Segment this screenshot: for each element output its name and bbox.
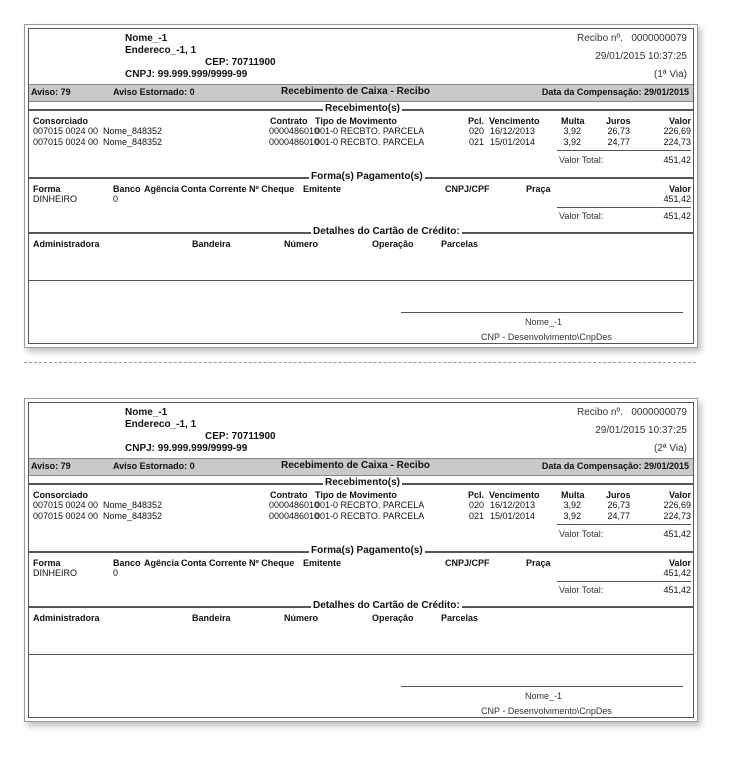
- header-contrato: Contrato: [270, 490, 308, 500]
- title-band: [29, 84, 693, 102]
- pag-valor: 451,42: [663, 568, 691, 578]
- header-cheque: Nº Cheque: [249, 558, 295, 568]
- section-divider: [29, 280, 693, 281]
- row-juros: 24,77: [607, 137, 630, 147]
- header-forma: Forma: [33, 184, 61, 194]
- header-valor: Valor: [668, 558, 691, 568]
- header-valor: Valor: [668, 490, 691, 500]
- header-banco: Banco: [113, 558, 141, 568]
- row-multa: 3,92: [563, 137, 581, 147]
- header-consorciado: Consorciado: [33, 490, 89, 500]
- receipt-frame: [28, 402, 694, 718]
- client-cnpj: CNPJ: 99.999.999/9999-99: [125, 443, 248, 454]
- row-valor: 224,73: [663, 137, 691, 147]
- valor-total: 451,42: [663, 529, 691, 539]
- header-tipo: Tipo de Movimento: [315, 116, 397, 126]
- valor-total-label: Valor Total:: [559, 155, 604, 165]
- row-multa: 3,92: [563, 126, 581, 136]
- receipt-title: Recebimento de Caixa - Recibo: [281, 460, 430, 471]
- recibo-number: 0000000079: [631, 33, 687, 44]
- row-consorciado: 007015 0024 00: [33, 137, 99, 147]
- header-vencimento: Vencimento: [489, 116, 540, 126]
- row-pcl: 020: [469, 500, 485, 510]
- aviso-estornado: Aviso Estornado: 0: [113, 461, 195, 471]
- header-praca: Praça: [526, 558, 551, 568]
- row-contrato: 0000486010: [269, 126, 320, 136]
- header-emitente: Emitente: [303, 558, 342, 568]
- row-multa: 3,92: [563, 500, 581, 510]
- header-agencia: Agência: [144, 184, 180, 194]
- row-tipo: 001-0 RECBTO. PARCELA: [315, 500, 425, 510]
- header-pcl: Pcl.: [468, 490, 485, 500]
- row-vencimento: 16/12/2013: [490, 126, 536, 136]
- pagamentos-title: Forma(s) Pagamento(s): [311, 171, 423, 182]
- client-cnpj: CNPJ: 99.999.999/9999-99: [125, 69, 248, 80]
- receipt-datetime: 29/01/2015 10:37:25: [595, 425, 687, 436]
- header-operacao: Operação: [372, 613, 414, 623]
- header-tipo: Tipo de Movimento: [315, 490, 397, 500]
- title-band: [29, 458, 693, 476]
- recibo-label: Recibo nº.: [577, 407, 623, 418]
- pagamentos-title: Forma(s) Pagamento(s): [311, 545, 423, 556]
- header-conta: Conta Corrente: [181, 184, 247, 194]
- row-vencimento: 16/12/2013: [490, 500, 536, 510]
- client-name: Nome_-1: [125, 407, 168, 418]
- header-bandeira: Bandeira: [192, 613, 231, 623]
- client-cep: CEP: 70711900: [205, 431, 276, 442]
- recebimentos-title: Recebimento(s): [325, 477, 401, 488]
- pag-total-label: Valor Total:: [559, 585, 604, 595]
- header-pcl: Pcl.: [468, 116, 485, 126]
- header-juros: Juros: [606, 116, 631, 126]
- pag-total: 451,42: [663, 585, 691, 595]
- aviso: Aviso: 79: [31, 87, 71, 97]
- header-contrato: Contrato: [270, 116, 308, 126]
- row-juros: 24,77: [607, 511, 630, 521]
- receipt-frame: [28, 28, 694, 344]
- header-numero: Número: [284, 613, 319, 623]
- header-cnpj: CNPJ/CPF: [445, 184, 490, 194]
- row-contrato: 0000486010: [269, 137, 320, 147]
- row-nome: Nome_848352: [103, 137, 163, 147]
- recebimentos-title: Recebimento(s): [325, 103, 401, 114]
- aviso-estornado: Aviso Estornado: 0: [113, 87, 195, 97]
- header-parcelas: Parcelas: [441, 239, 479, 249]
- header-conta: Conta Corrente: [181, 558, 247, 568]
- row-valor: 224,73: [663, 511, 691, 521]
- header-emitente: Emitente: [303, 184, 342, 194]
- header-numero: Número: [284, 239, 319, 249]
- data-compensacao: Data da Compensação: 29/01/2015: [541, 87, 689, 97]
- row-nome: Nome_848352: [103, 126, 163, 136]
- valor-total-label: Valor Total:: [559, 529, 604, 539]
- pag-banco: 0: [113, 568, 119, 578]
- header-valor: Valor: [668, 184, 691, 194]
- total-rule: [557, 524, 691, 525]
- cartao-title: Detalhes do Cartão de Crédito:: [313, 226, 460, 237]
- pag-forma: DINHEIRO: [33, 194, 78, 204]
- header-cnpj: CNPJ/CPF: [445, 558, 490, 568]
- header-vencimento: Vencimento: [489, 490, 540, 500]
- pag-banco: 0: [113, 194, 119, 204]
- header-multa: Multa: [561, 490, 585, 500]
- total-rule: [557, 150, 691, 151]
- header-multa: Multa: [561, 116, 585, 126]
- row-pcl: 021: [469, 511, 485, 521]
- client-address: Endereco_-1, 1: [125, 419, 197, 430]
- client-name: Nome_-1: [125, 33, 168, 44]
- client-cep: CEP: 70711900: [205, 57, 276, 68]
- via-label: (1ª Via): [654, 69, 687, 80]
- row-juros: 26,73: [607, 500, 630, 510]
- header-administradora: Administradora: [33, 239, 100, 249]
- header-praca: Praça: [526, 184, 551, 194]
- row-nome: Nome_848352: [103, 500, 163, 510]
- row-vencimento: 15/01/2014: [490, 511, 536, 521]
- row-consorciado: 007015 0024 00: [33, 500, 99, 510]
- header-parcelas: Parcelas: [441, 613, 479, 623]
- total-rule: [557, 581, 691, 582]
- header-administradora: Administradora: [33, 613, 100, 623]
- row-tipo: 001-0 RECBTO. PARCELA: [315, 511, 425, 521]
- signature-system: CNP - Desenvolvimento\CnpDes: [481, 332, 612, 342]
- row-tipo: 001-0 RECBTO. PARCELA: [315, 126, 425, 136]
- signature-line: [401, 686, 683, 687]
- valor-total: 451,42: [663, 155, 691, 165]
- row-consorciado: 007015 0024 00: [33, 511, 99, 521]
- header-banco: Banco: [113, 184, 141, 194]
- row-contrato: 0000486010: [269, 511, 320, 521]
- row-juros: 26,73: [607, 126, 630, 136]
- pag-valor: 451,42: [663, 194, 691, 204]
- pag-total: 451,42: [663, 211, 691, 221]
- header-valor: Valor: [668, 116, 691, 126]
- row-consorciado: 007015 0024 00: [33, 126, 99, 136]
- receipt-second-copy: [24, 398, 698, 722]
- row-valor: 226,69: [663, 126, 691, 136]
- pag-forma: DINHEIRO: [33, 568, 78, 578]
- row-contrato: 0000486010: [269, 500, 320, 510]
- header-forma: Forma: [33, 558, 61, 568]
- aviso: Aviso: 79: [31, 461, 71, 471]
- row-valor: 226,69: [663, 500, 691, 510]
- header-cheque: Nº Cheque: [249, 184, 295, 194]
- cut-line: [24, 362, 696, 363]
- header-juros: Juros: [606, 490, 631, 500]
- via-label: (2ª Via): [654, 443, 687, 454]
- cartao-title: Detalhes do Cartão de Crédito:: [313, 600, 460, 611]
- header-consorciado: Consorciado: [33, 116, 89, 126]
- recibo-number: 0000000079: [631, 407, 687, 418]
- section-divider: [29, 654, 693, 655]
- row-pcl: 020: [469, 126, 485, 136]
- pag-total-label: Valor Total:: [559, 211, 604, 221]
- receipt-first-copy: [24, 24, 698, 348]
- row-tipo: 001-0 RECBTO. PARCELA: [315, 137, 425, 147]
- header-bandeira: Bandeira: [192, 239, 231, 249]
- data-compensacao: Data da Compensação: 29/01/2015: [541, 461, 689, 471]
- receipt-datetime: 29/01/2015 10:37:25: [595, 51, 687, 62]
- signature-line: [401, 312, 683, 313]
- row-nome: Nome_848352: [103, 511, 163, 521]
- receipt-title: Recebimento de Caixa - Recibo: [281, 86, 430, 97]
- total-rule: [557, 207, 691, 208]
- header-agencia: Agência: [144, 558, 180, 568]
- header-operacao: Operação: [372, 239, 414, 249]
- signature-name: Nome_-1: [525, 317, 563, 327]
- signature-system: CNP - Desenvolvimento\CnpDes: [481, 706, 612, 716]
- signature-name: Nome_-1: [525, 691, 563, 701]
- row-pcl: 021: [469, 137, 485, 147]
- row-multa: 3,92: [563, 511, 581, 521]
- client-address: Endereco_-1, 1: [125, 45, 197, 56]
- recibo-label: Recibo nº.: [577, 33, 623, 44]
- row-vencimento: 15/01/2014: [490, 137, 536, 147]
